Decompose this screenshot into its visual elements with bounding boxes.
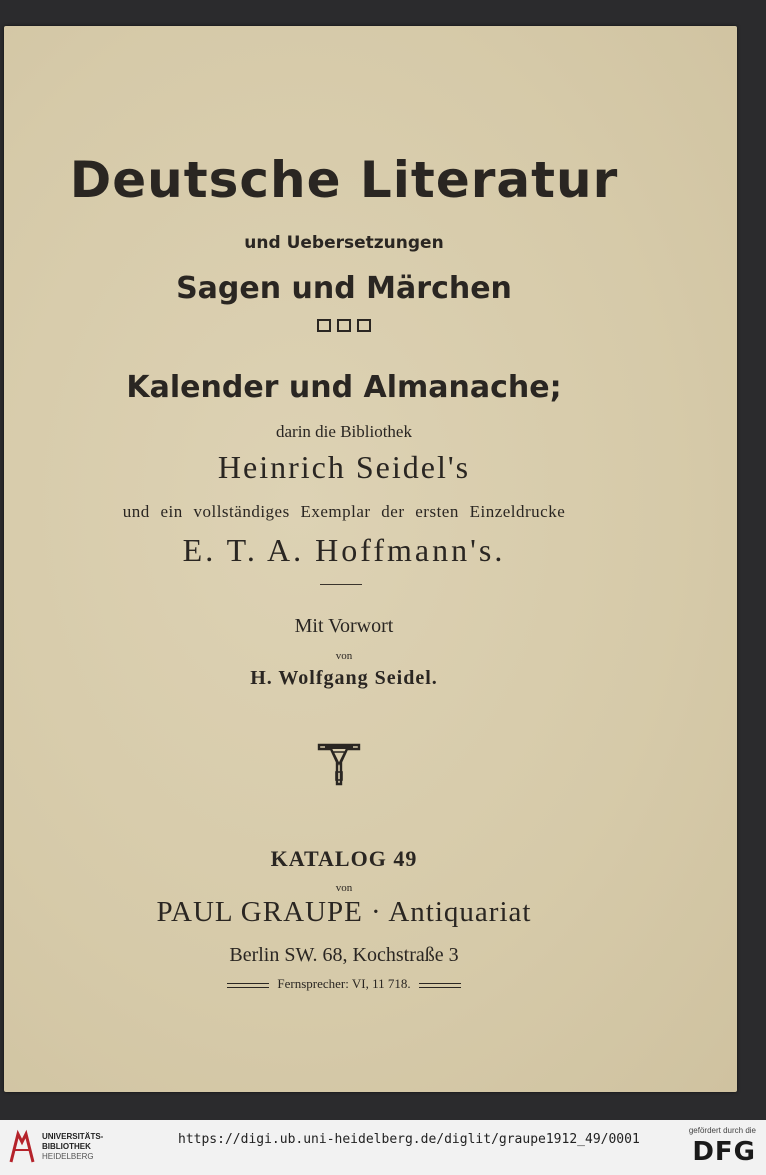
funded-by-label: gefördert durch die (688, 1126, 756, 1135)
phone-line (4, 976, 684, 992)
author-name: H. Wolfgang Seidel. (250, 667, 438, 689)
double-rule-right (419, 983, 461, 988)
von-line: von (335, 650, 353, 662)
double-rule-left (227, 983, 269, 988)
subtitle-sagen: Sagen und Märchen (176, 271, 512, 306)
permalink-url[interactable]: https://digi.ub.uni-heidelberg.de/diglit/graupe1912_49/0001 (178, 1132, 640, 1147)
exemplar-line: und ein vollständiges Exemplar der ersten Einzeldrucke (122, 502, 566, 521)
von-line-2: von (335, 882, 353, 894)
publisher-address: Berlin SW. 68, Kochstraße 3 (229, 944, 459, 966)
phone-number: Fernsprecher: VI, 11 718. (277, 976, 411, 991)
katalog-number: KATALOG 49 (270, 846, 418, 871)
heinrich-seidel-heading: Heinrich Seidel's (217, 449, 471, 485)
hoffmann-heading: E. T. A. Hoffmann's. (182, 532, 506, 568)
main-title: Deutsche Literatur (69, 151, 619, 209)
library-name-line1: UNIVERSITÄTS- (42, 1132, 104, 1141)
divider-rule (320, 584, 362, 585)
library-logo-icon[interactable] (8, 1128, 36, 1166)
vorwort-line: Mit Vorwort (294, 615, 394, 637)
dfg-logo[interactable]: DFG (692, 1137, 756, 1167)
library-name-line3: HEIDELBERG (42, 1152, 94, 1161)
library-name[interactable] (42, 1132, 103, 1162)
kalender-heading: Kalender und Almanache; (126, 370, 562, 405)
publisher-name: PAUL GRAUPE · Antiquariat (156, 896, 532, 928)
library-name-line2: BIBLIOTHEK (42, 1142, 91, 1151)
darin-line: darin die Bibliothek (276, 422, 412, 441)
viewer-footer (0, 1120, 766, 1175)
square-ornament (4, 319, 684, 337)
subtitle-translations: und Uebersetzungen (244, 233, 444, 253)
catalog-cover-page (4, 26, 737, 1092)
printer-ornament-icon (317, 742, 361, 786)
